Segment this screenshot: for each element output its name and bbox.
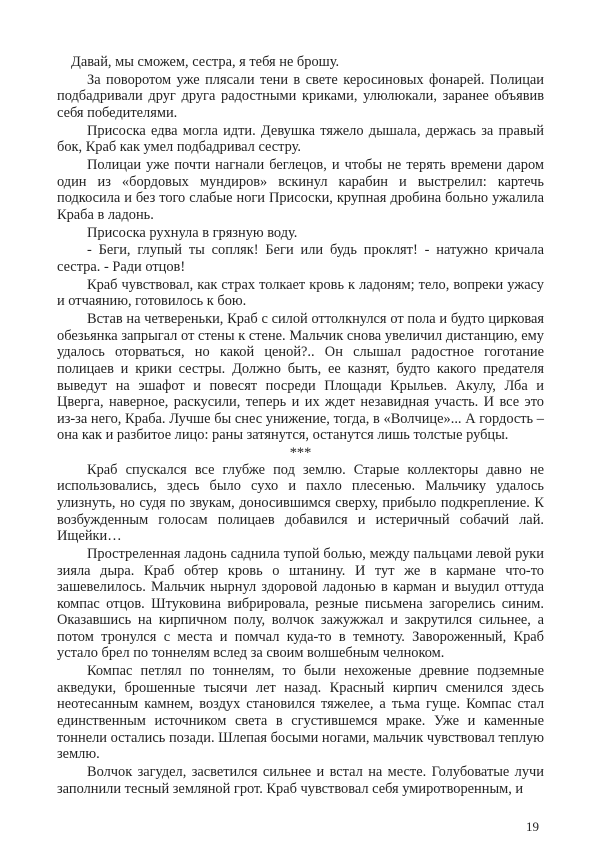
paragraph: Простреленная ладонь саднила тупой болью, между пальцами левой руки зияла дыра. Краб обтер кровь о штанину. И тут же в кармане что-то зашевелилось. Мальчик нырнул здоровой ладонью в карман и выудил оттуда компас отцов. Штуковина вибрировала, резные письмена загорелись синим. Оказавшись на кирпичном полу, волчок зажужжал и закрутился сильнее, а потом тронулся с места и помчал куда-то в темноту. Завороженный, Краб устало брел по тоннелям вслед за своим волшебным челноком. bbox=[57, 545, 544, 662]
paragraph: Полицаи уже почти нагнали беглецов, и чтобы не терять времени даром один из «бордовых мундиров» вскинул карабин и выстрелил: картечь подкосила и без того слабые ноги Присоски, крупная дробина больно ужалила Краба в ладонь. bbox=[57, 157, 544, 223]
paragraph: Давай, мы сможем, сестра, я тебя не брошу. bbox=[71, 54, 340, 70]
paragraph: Волчок загудел, засветился сильнее и встал на месте. Голубоватые лучи заполнили тесный земляной грот. Краб чувствовал себя умиротворенным, и bbox=[57, 764, 544, 797]
paragraph: Присоска едва могла идти. Девушка тяжело дышала, держась за правый бок, Краб как умел подбадривал сестру. bbox=[57, 122, 544, 156]
paragraph: За поворотом уже плясали тени в свете керосиновых фонарей. Полицаи подбадривали друг друга радостными криками, улюлюкали, заранее объявив себя победителями. bbox=[57, 71, 544, 121]
paragraph: Компас петлял по тоннелям, то были нехоженые древние подземные акведуки, брошенные тысячи лет назад. Красный кирпич сменился здесь неотесанным камнем, воздух становился тяжелее, а тьма гуще. Компас стал единственным источником света в сгустившемся мраке. Уже и каменные тоннели остались позади. Шлепая босыми ногами, мальчик чувствовал теплую землю. bbox=[57, 663, 544, 763]
page-number: 19 bbox=[526, 819, 539, 834]
paragraph: Встав на четвереньки, Краб с силой оттолкнулся от пола и будто цирковая обезьянка запрыгал от стены к стене. Мальчик снова увеличил дистанцию, ему удалось оторваться, но какой ценой?.. Он слышал радостное гоготание полицаев и крики сестры. Должно быть, ее казнят, будто какого предателя выведут на эшафот и повесят посреди Площади Крыльев. Акулу, Лба и Цверга, наверное, раскусили, теперь и их ждет незавидная участь. И все это из-за него, Краба. Лучше бы снес унижение, тогда, в «Волчице»... А гордость – она как и разбитое лицо: раны затянутся, останутся лишь толстые рубцы. bbox=[57, 311, 544, 444]
paragraph-dialogue: - Беги, глупый ты сопляк! Беги или будь проклят! - натужно кричала сестра. - Ради отцов! bbox=[57, 242, 544, 276]
section-break: *** bbox=[289, 445, 312, 462]
paragraph: Присоска рухнула в грязную воду. bbox=[87, 224, 298, 241]
paragraph: Краб чувствовал, как страх толкает кровь к ладоням; тело, вопреки ужасу и отчаянию, готовилось к бою. bbox=[57, 276, 544, 310]
paragraph: Краб спускался все глубже под землю. Старые коллекторы давно не использовались, здесь было сухо и пахло плесенью. Мальчику удалось улизнуть, но судя по звукам, доносившимся сверху, прибыло подкрепление. К возбужденным голосам полицаев добавился и истеричный собачий лай. Ищейки… bbox=[57, 461, 544, 545]
body-text bbox=[57, 54, 544, 798]
